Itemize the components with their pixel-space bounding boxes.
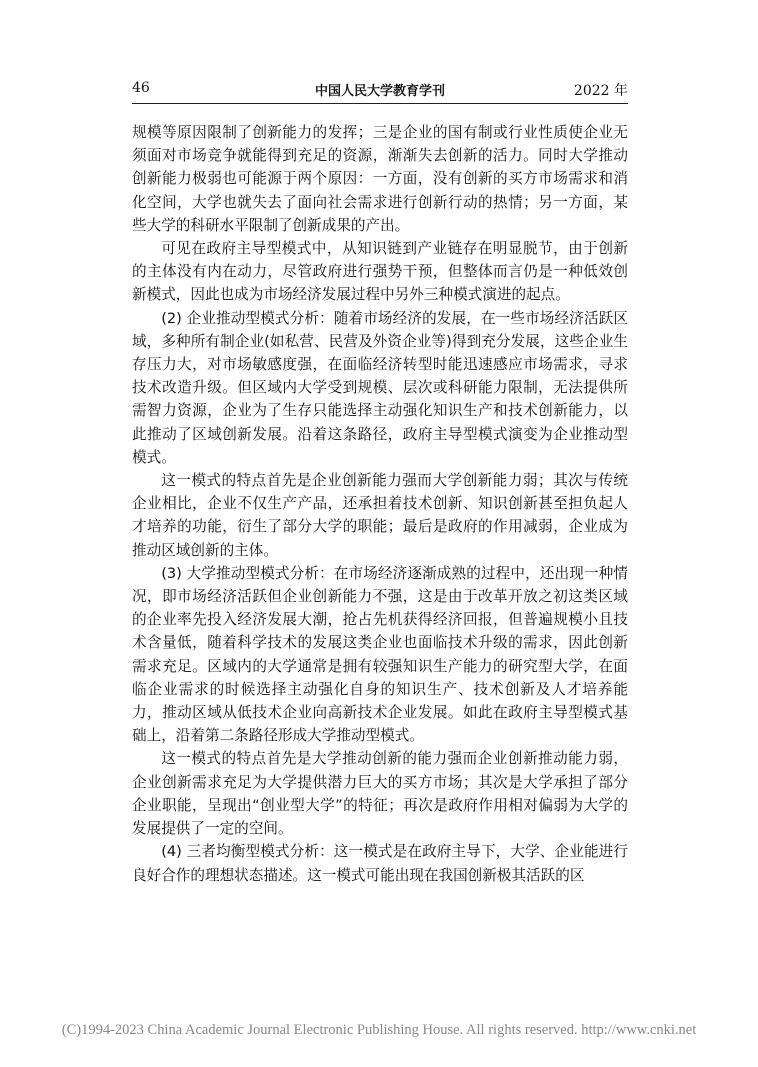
copyright-footer: (C)1994-2023 China Academic Journal Electronic Publishing House. All rights reserved. http://www.cnki.net — [61, 1022, 697, 1038]
paragraph-1: 规模等原因限制了创新能力的发挥；三是企业的国有制或行业性质使企业无须面对市场竞争就能得到充足的资源，渐渐失去创新的活力。同时大学推动创新能力极弱也可能源于两个原因：一方面，没有创新的买方市场需求和消化空间，大学也就失去了面向社会需求进行创新行动的热情；另一方面，某些大学的科研水平限制了创新成果的产出。 — [132, 124, 628, 234]
paragraph-6: 这一模式的特点首先是大学推动创新的能力强而企业创新推动能力弱，企业创新需求充足为大学提供潜力巨大的买方市场；其次是大学承担了部分企业职能，呈现出“创业型大学”的特征；再次是政府作用相对偏弱为大学的发展提供了一定的空间。 — [132, 750, 628, 838]
issue-year: 2022 年 — [573, 83, 628, 99]
article-body — [132, 121, 628, 887]
paragraph-3: (2) 企业推动型模式分析：随着市场经济的发展，在一些市场经济活跃区域，多种所有制企业(如私营、民营及外资企业等)得到充分发展，这些企业生存压力大，对市场敏感度强，在面临经济转型时能迅速感应市场需求，寻求技术改造升级。但区域内大学受到规模、层次或科研能力限制，无法提供所需智力资源，企业为了生存只能选择主动强化知识生产和技术创新能力，以此推动了区域创新发展。沿着这条路径，政府主导型模式演变为企业推动型模式。 — [132, 309, 628, 466]
paragraph-2: 可见在政府主导型模式中，从知识链到产业链存在明显脱节，由于创新的主体没有内在动力，尽管政府进行强势干预，但整体而言仍是一种低效创新模式，因此也成为市场经济发展过程中另外三种模式演进的起点。 — [132, 240, 628, 304]
running-header — [132, 80, 628, 104]
journal-title: 中国人民大学教育学刊 — [314, 84, 445, 99]
header-rule — [132, 103, 628, 104]
paragraph-7: (4) 三者均衡型模式分析：这一模式是在政府主导下，大学、企业能进行良好合作的理想状态描述。这一模式可能出现在我国创新极其活跃的区 — [132, 843, 628, 884]
paragraph-5: (3) 大学推动型模式分析：在市场经济逐渐成熟的过程中，还出现一种情况，即市场经济活跃但企业创新能力不强，这是由于改革开放之初这类区域的企业率先投入经济发展大潮，抢占先机获得经济回报，但普遍规模小且技术含量低，随着科学技术的发展这类企业也面临技术升级的需求，因此创新需求充足。区域内的大学通常是拥有较强知识生产能力的研究型大学，在面临企业需求的时候选择主动强化自身的知识生产、技术创新及人才培养能力，推动区域从低技术企业向高新技术企业发展。如此在政府主导型模式基础上，沿着第二条路径形成大学推动型模式。 — [132, 564, 628, 745]
page-number: 46 — [132, 80, 150, 96]
paragraph-4: 这一模式的特点首先是企业创新能力强而大学创新能力弱；其次与传统企业相比，企业不仅生产产品，还承担着技术创新、知识创新甚至担负起人才培养的功能，衍生了部分大学的职能；最后是政府的作用减弱，企业成为推动区域创新的主体。 — [132, 472, 628, 559]
